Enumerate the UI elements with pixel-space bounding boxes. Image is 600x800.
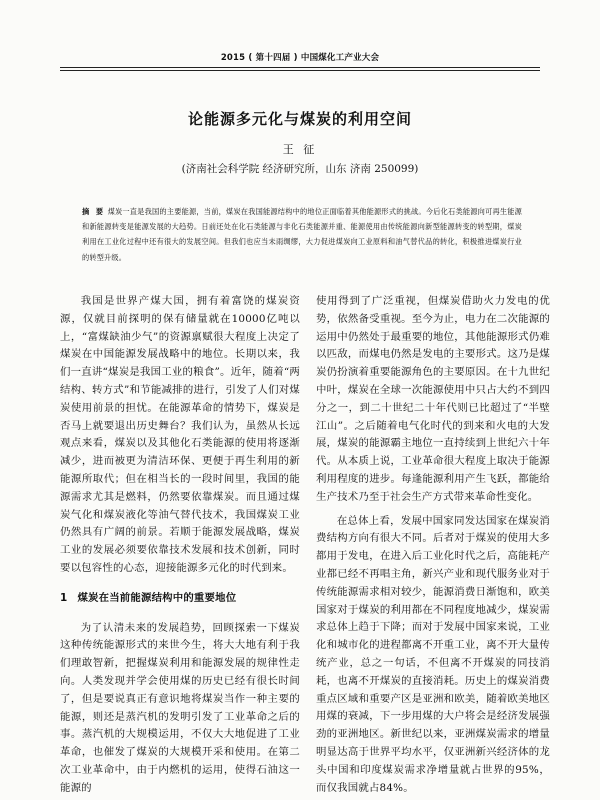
abstract-text: 煤炭一直是我国的主要能源，当前，煤炭在我国能源结构中的地位正面临着其他能源形式的挑战。今后化石类能源向可再生能源和新能源转变是能源发展的大趋势。日前还处在化石类能源与非化石类能源并重、能源使用由传统能源向新型能源转变的转型期，煤炭利用在工业化过程中还有很大的发展空间。但我们也应当未雨绸缪，大力促进煤炭向工业原料和油气替代品的转化，积极推进煤炭行业的转型升级。 xyxy=(82,207,522,262)
affiliation: (济南社会科学院 经济研究所，山东 济南 250099) xyxy=(181,163,419,175)
abstract xyxy=(82,204,522,265)
header-rule xyxy=(60,67,540,68)
body-paragraph: 为了认清未来的发展趋势，回顾探索一下煤炭这种传统能源形式的来世今生，将大大地有利于我们理敢智新，把握煤炭利用和能源发展的规律性走向。人类发现并学会使用煤的历史已经有很长时间了，但是要说真正有意识地将煤炭当作一种主要的能源，则还是蒸汽机的发明引发了工业革命之后的事。蒸汽机的大规模运用，不仅大大地促进了工业革命，也催发了煤炭的大规模开采和使用。在第二次工业革命中，由于内燃机的运用，使得石油这一能源的 xyxy=(60,621,300,794)
abstract-label: 摘 要 xyxy=(82,207,106,216)
section-heading xyxy=(60,590,300,608)
body-paragraph-continued: 使用得到了广泛重视，但煤炭借助火力发电的优势，依然备受重视。至今为止，电力在二次能源的运用中仍然处于最重要的地位，其他能源形式仍难以匹敌，而煤电仍然是发电的主要形式。这乃是煤炭仍扮演着重要能源角色的主要原因。在十九世纪中叶，煤炭在全球一次能源使用中只占大约不到四分之一，到二十世纪二十年代则已比超过了“半壁江山”。之后随着电气化时代的到来和火电的大发展，煤炭的能源霸主地位一直持续到上世纪六十年代。从本质上说，工业革命很大程度上取决于能源利用程度的进步。每逢能源利用产生飞跃，都能给生产技术乃至于社会生产方式带来革命性变化。 xyxy=(316,295,550,503)
body-paragraph: 在总体上看，发展中国家同发达国家在煤炭消费结构方向有很大不同。后者对于煤炭的使用大多都用于发电，在进入后工业化时代之后，高能耗产业都已经不再唱主角，新兴产业和现代服务业对于传统能源需求相对较少，能源消费日渐饱和，欧美国家对于煤炭的利用都在不同程度地减少，煤炭需求总体上趋于下降；而对于发展中国家来说，工业化和城市化的进程都离不开重工业，离不开大量传统产业，总之一句话，不但离不开煤炭的同技消耗，也离不开煤炭的直接消耗。历史上的煤炭消费重点区域和重要产区是亚洲和欧美，随着欧美地区用煤的衰减，下一步用煤的大户将会是经济发展强劲的亚洲地区。新世纪以来，亚洲煤炭需求的增量明显达高于世界平均水平，仅亚洲新兴经济体的龙头中国和印度煤炭需求净增量就占世界的95%，而仅我国就占84%。 xyxy=(316,514,550,794)
running-header: 2015 ( 第十四届 ) 中国煤化工产业大会 xyxy=(220,53,380,63)
section-title: 煤炭在当前能源结构中的重要地位 xyxy=(77,591,237,604)
author: 王 征 xyxy=(282,143,318,156)
section-number: 1 xyxy=(60,591,68,604)
header-rule-thin xyxy=(60,70,540,71)
right-column xyxy=(316,293,550,797)
body-paragraph: 我国是世界产煤大国，拥有着富饶的煤炭资源，仅就目前探明的保有储量就在10000亿吨以上，“富煤缺油少气”的资源禀赋很大程度上决定了煤炭在中国能源发展战略中的地位。长期以来，我们一直讲“煤炭是我国工业的粮食”。近年，随着“两结构、转方式”和节能减排的进行，引发了人们对煤炭使用前景的担忧。在能源革命的情势下，煤炭是否马上就要退出历史舞台？我们认为，虽然从长远观点来看，煤炭以及其他化石类能源的使用将逐渐减少，进而被更为清洁环保、更便于再生利用的新能源所取代；但在相当长的一段时间里，我国的能源需求尤其是燃料，仍然要依靠煤炭。而且通过煤炭气化和煤炭液化等油气替代技术，我国煤炭工业仍然具有广阔的前景。若顺于能源发展战略，煤炭工业的发展必须要依靠技术发展和技术创新，同时要以包容性的心态，迎接能源多元化的时代到来。 xyxy=(60,295,300,574)
left-column xyxy=(60,293,300,798)
paper-title: 论能源多元化与煤炭的利用空间 xyxy=(187,110,412,128)
